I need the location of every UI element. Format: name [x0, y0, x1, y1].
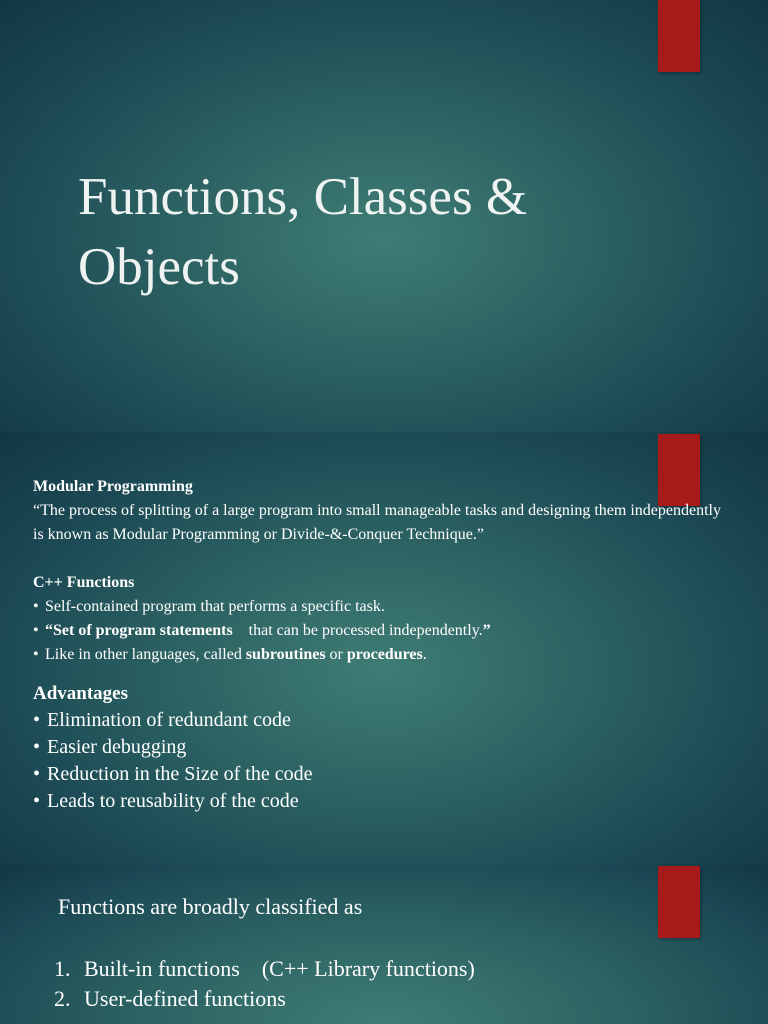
bullet-item [33, 619, 733, 643]
slide-title-heading [78, 162, 618, 302]
advantage-item [33, 761, 733, 788]
bullet-dot: • [33, 646, 39, 663]
classification-intro: Functions are broadly classified as [58, 894, 363, 919]
list-number: 1. [54, 956, 71, 981]
advantage-item [33, 734, 733, 761]
bullet-text: Self-contained program that performs a specific task. [45, 598, 385, 615]
advantage-item [33, 788, 733, 815]
bullet-text: . [422, 646, 427, 663]
list-item [54, 984, 475, 1014]
modular-quote: “The process of splitting of a large program into small manageable tasks and designing them independently is known as Modular Programming or Divide-&-Conquer Technique.” [33, 502, 721, 543]
bullet-text: that can be processed independently. [248, 622, 483, 639]
bullet-dot: • [33, 709, 41, 731]
classification-list [54, 954, 475, 1014]
modular-heading: Modular Programming [33, 478, 193, 495]
bullet-close-quote: ” [482, 622, 491, 639]
list-text: Built-in functions [84, 956, 240, 981]
cpp-functions-heading: C++ Functions [33, 574, 135, 591]
bullet-bold-procedures: procedures [346, 646, 423, 663]
bullet-bold-text: “Set of program statements [45, 622, 233, 639]
list-note: (C++ Library functions) [261, 956, 475, 981]
title-line-2: Objects [78, 238, 240, 296]
slide-body [33, 475, 733, 815]
slide-function-classification [0, 864, 768, 1024]
advantage-text: Elimination of redundant code [47, 709, 291, 731]
title-line-1: Functions, Classes & [78, 168, 528, 226]
advantages-heading: Advantages [33, 683, 129, 704]
bullet-text: or [325, 646, 347, 663]
bullet-dot: • [33, 736, 41, 758]
advantage-text: Leads to reusability of the code [47, 790, 299, 812]
slide-modular-programming [0, 432, 768, 864]
list-text: User-defined functions [84, 986, 286, 1011]
bullet-text: Like in other languages, called [45, 646, 246, 663]
slide-title [0, 0, 768, 432]
list-number: 2. [54, 986, 71, 1011]
advantage-text: Reduction in the Size of the code [47, 763, 313, 785]
bullet-item [33, 595, 733, 619]
accent-bar [658, 866, 700, 938]
bullet-dot: • [33, 790, 41, 812]
advantage-item [33, 707, 733, 734]
bullet-dot: • [33, 598, 39, 615]
advantage-text: Easier debugging [47, 736, 187, 758]
bullet-item [33, 643, 733, 667]
bullet-dot: • [33, 622, 39, 639]
list-item [54, 954, 475, 984]
bullet-bold-subroutines: subroutines [245, 646, 326, 663]
bullet-dot: • [33, 763, 41, 785]
accent-bar [658, 0, 700, 72]
